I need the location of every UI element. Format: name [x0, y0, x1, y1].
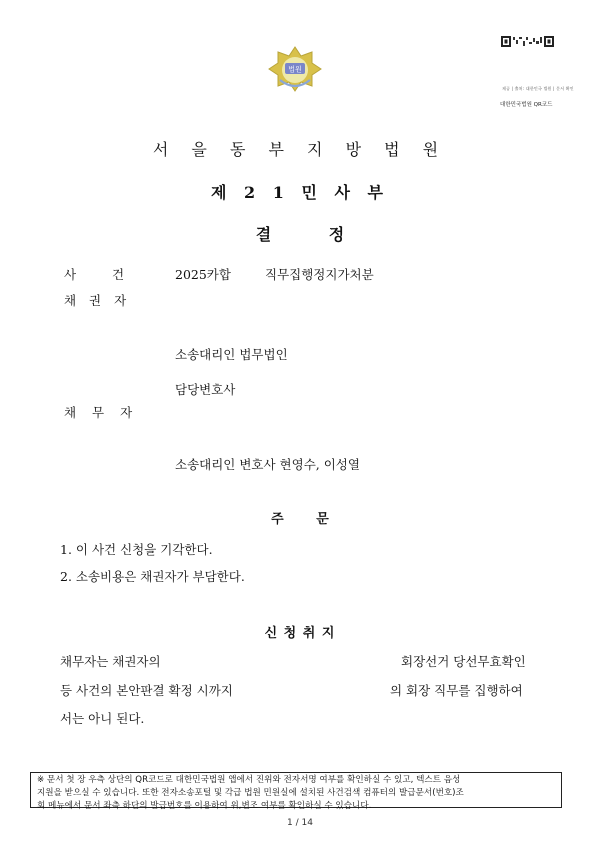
qr-subtitle: 제공 | 출처: 대한민국 법원 | 문서 확인 — [502, 86, 574, 91]
document-title: 결 정 — [255, 225, 345, 244]
page-number: 1 / 14 — [287, 818, 313, 828]
request-line-2-left: 등 사건의 본안판결 확정 시까지 — [60, 683, 233, 698]
order-item-2: 2. 소송비용은 채권자가 부담한다. — [60, 569, 245, 584]
request-line-1-right: 회장선거 당선무효확인 — [401, 654, 526, 669]
request-line-3: 서는 아니 된다. — [60, 711, 145, 726]
court-division: 제 2 1 민 사 부 — [211, 183, 389, 202]
case-name: 직무집행정지가처분 — [265, 267, 374, 282]
debtor-label: 채 무 자 — [64, 405, 133, 420]
request-title: 신 청 취 지 — [264, 626, 336, 641]
court-emblem-icon — [268, 44, 322, 94]
case-label: 사 건 — [64, 267, 125, 282]
notice-line-2: 지원을 받으실 수 있습니다. 또한 전자소송포털 및 각급 법원 민원실에 설치된 사건검색 컴퓨터의 발급문서(번호)조 — [37, 788, 464, 798]
request-line-1-left: 채무자는 채권자의 — [60, 654, 161, 669]
creditor-label: 채 권 자 — [64, 293, 127, 308]
case-number: 2025카합 — [175, 267, 231, 282]
request-line-2-right: 의 회장 직무를 집행하여 — [390, 683, 523, 698]
order-item-1: 1. 이 사건 신청을 기각한다. — [60, 542, 213, 557]
court-name: 서 을 동 부 지 방 법 원 — [152, 140, 448, 159]
creditor-agent: 소송대리인 법무법인 — [175, 347, 288, 362]
debtor-agent: 소송대리인 변호사 현영수, 이성열 — [175, 457, 360, 472]
order-title: 주 문 — [271, 512, 329, 527]
verification-notice — [30, 772, 562, 811]
creditor-lawyer: 담당변호사 — [175, 382, 236, 397]
notice-line-1: ※ 문서 첫 장 우측 상단의 QR코드로 대한민국법원 앱에서 진위와 전자서명 여부를 확인하실 수 있고, 텍스트 음성 — [37, 775, 461, 785]
emblem-text: 법원 — [288, 65, 302, 74]
notice-line-3: 회 메뉴에서 문서 좌측 하단의 발급번호를 이용하여 위,변조 여부를 확인하실 수 있습니다. — [37, 801, 372, 811]
qr-caption: 대한민국법원 QR코드 — [500, 102, 553, 108]
qr-code-icon[interactable] — [501, 36, 555, 48]
